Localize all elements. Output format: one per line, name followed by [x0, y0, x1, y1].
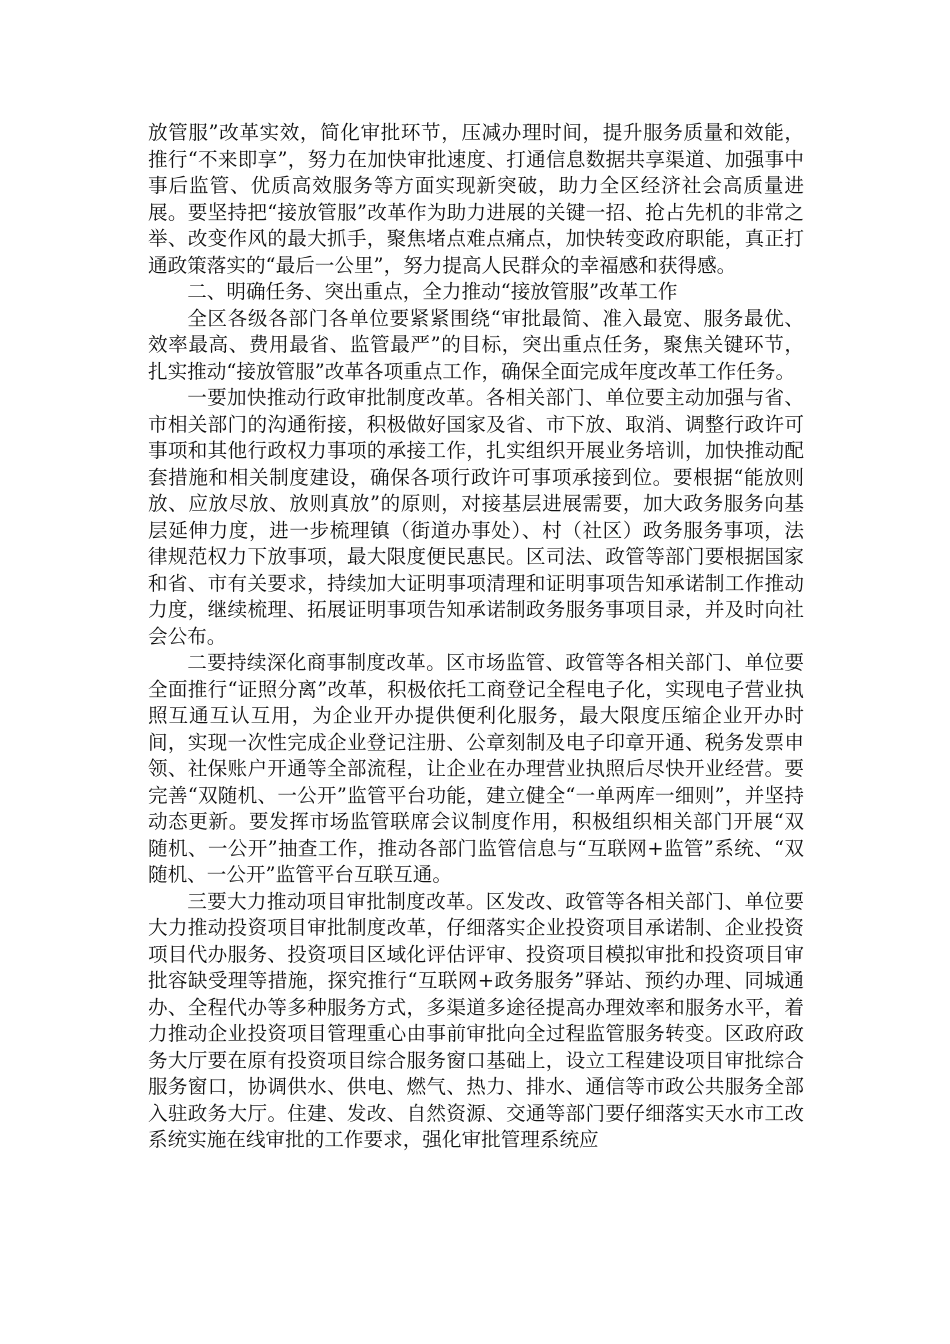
section-heading: 二、明确任务、突出重点，全力推动“接放管服”改革工作	[187, 280, 678, 303]
paragraph-continuation: 放管服”改革实效，简化审批环节，压减办理时间，提升服务质量和效能，推行“不来即享”，努力在加快审批速度、打通信息数据共享渠道、加强事中事后监管、优质高效服务等方面实现新突破，助力全区经济社会高质量进展。要坚持把“接放管服”改革作为助力进展的关键一招、抢占先机的非常之举、改变作风的最大抓手，聚焦堵点难点痛点，加快转变政府职能，真正打通政策落实的“最后一公里”，努力提高人民群众的幸福感和获得感。	[148, 121, 804, 277]
paragraph-overview: 全区各级各部门各单位要紧紧围绕“审批最简、准入最宽、服务最优、效率最高、费用最省、监管最严”的目标，突出重点任务，聚焦关键环节，扎实推动“接放管服”改革各项重点工作，确保全面完成年度改革工作任务。	[148, 306, 804, 383]
paragraph-item-1: 一要加快推动行政审批制度改革。各相关部门、单位要主动加强与省、市相关部门的沟通衔接，积极做好国家及省、市下放、取消、调整行政许可事项和其他行政权力事项的承接工作，扎实组织开展业务培训，加快推动配套措施和相关制度建设，确保各项行政许可事项承接到位。要根据“能放则放、应放尽放、放则真放”的原则，对接基层进展需要，加大政务服务向基层延伸力度，进一步梳理镇（街道办事处）、村（社区）政务服务事项，法律规范权力下放事项，最大限度便民惠民。区司法、政管等部门要根据国家和省、市有关要求，持续加大证明事项清理和证明事项告知承诺制工作推动力度，继续梳理、拓展证明事项告知承诺制政务服务事项目录，并及时向社会公布。	[148, 386, 804, 648]
document-page	[148, 120, 804, 1154]
paragraph-item-3: 三要大力推动项目审批制度改革。区发改、政管等各相关部门、单位要大力推动投资项目审批制度改革，仔细落实企业投资项目承诺制、企业投资项目代办服务、投资项目区域化评估评审、投资项目模拟审批和投资项目审批容缺受理等措施，探究推行“互联网+政务服务”驿站、预约办理、同城通办、全程代办等多种服务方式，多渠道多途径提高办理效率和服务水平，着力推动企业投资项目管理重心由事前审批向全过程监管服务转变。区政府政务大厅要在原有投资项目综合服务窗口基础上，设立工程建设项目审批综合服务窗口，协调供水、供电、燃气、热力、排水、通信等市政公共服务全部入驻政务大厅。住建、发改、自然资源、交通等部门要仔细落实天水市工改系统实施在线审批的工作要求，强化审批管理系统应	[148, 889, 804, 1151]
paragraph-item-2: 二要持续深化商事制度改革。区市场监管、政管等各相关部门、单位要全面推行“证照分离”改革，积极依托工商登记全程电子化，实现电子营业执照互通互认互用，为企业开办提供便利化服务，最大限度压缩企业开办时间，实现一次性完成企业登记注册、公章刻制及电子印章开通、税务发票申领、社保账户开通等全部流程，让企业在办理营业执照后尽快开业经营。要完善“双随机、一公开”监管平台功能，建立健全“一单两库一细则”，并坚持动态更新。要发挥市场监管联席会议制度作用，积极组织相关部门开展“双随机、一公开”抽查工作，推动各部门监管信息与“互联网+监管”系统、“双随机、一公开”监管平台互联互通。	[148, 651, 804, 886]
